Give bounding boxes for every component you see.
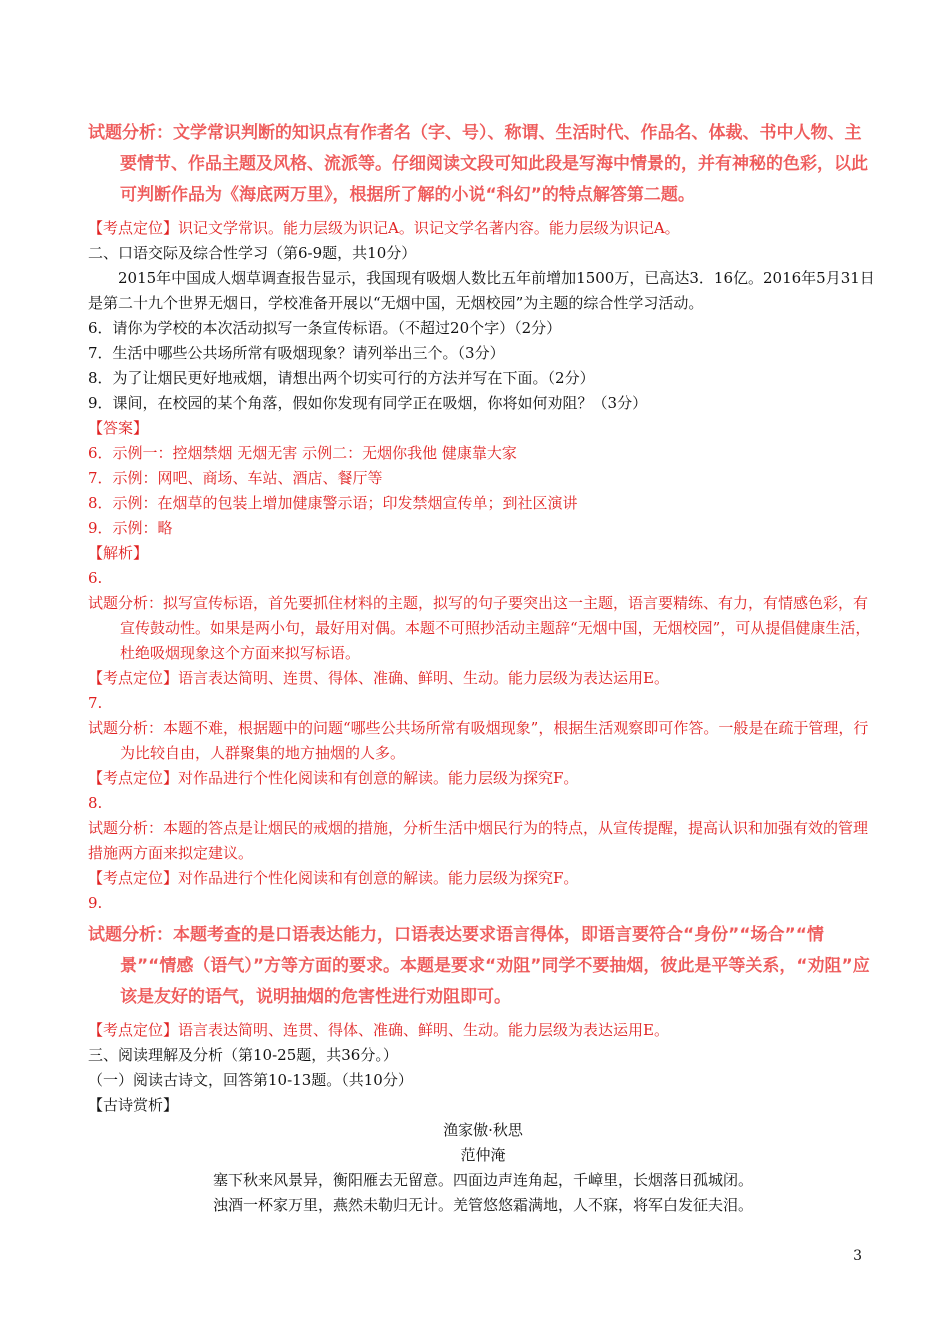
poem-author: 范仲淹 <box>460 1146 506 1164</box>
q9-analysis: 试题分析：本题考查的是口语表达能力，口语表达要求语言得体，即语言要符合“身份”“场合”“情景”“情感（语气）”方等方面的要求。本题是要求“劝阻”同学不要抽烟，彼此是平等关系，“劝阻”应该是友好的语气，说明抽烟的危害性进行劝阻即可。 <box>88 925 870 1007</box>
q5-analysis: 试题分析：文学常识判断的知识点有作者名（字、号）、称谓、生活时代、作品名、体裁、书中人物、主要情节、作品主题及风格、流派等。仔细阅读文段可知此段是写海中情景的，并有神秘的色彩，以此可判断作品为《海底两万里》，根据所了解的小说“科幻”的特点解答第二题。 <box>88 123 868 205</box>
q7-number: 7. <box>88 694 103 712</box>
q9-number: 9. <box>88 894 103 912</box>
question-9: 9．课间，在校园的某个角落，假如你发现有同学正在吸烟，你将如何劝阻？（3分） <box>88 394 648 412</box>
answer-9: 9．示例：略 <box>88 519 173 537</box>
q5-kaodian: 【考点定位】识记文学常识。能力层级为识记A。识记文学名著内容。能力层级为识记A。 <box>88 219 680 237</box>
poem-line-1: 塞下秋来风景异，衡阳雁去无留意。四面边声连角起，千嶂里，长烟落日孤城闭。 <box>212 1171 753 1189</box>
q6-kaodian: 【考点定位】语言表达简明、连贯、得体、准确、鲜明、生动。能力层级为表达运用E。 <box>88 669 669 687</box>
section3-title: 三、阅读理解及分析（第10-25题，共36分。） <box>88 1046 398 1064</box>
jiexi-label: 【解析】 <box>88 544 149 562</box>
section2-title: 二、口语交际及综合性学习（第6-9题，共10分） <box>88 244 417 262</box>
q9-analysis-block <box>88 920 878 1013</box>
answer-8: 8．示例：在烟草的包装上增加健康警示语；印发禁烟宣传单；到社区演讲 <box>88 494 578 512</box>
q7-analysis: 试题分析：本题不难，根据题中的问题“哪些公共场所常有吸烟现象”，根据生活观察即可作答。一般是在疏于管理，行为比较自由，人群聚集的地方抽烟的人多。 <box>88 719 869 762</box>
sub1-title: （一）阅读古诗文，回答第10-13题。（共10分） <box>88 1071 413 1089</box>
page-number: 3 <box>853 1248 862 1264</box>
answer-label: 【答案】 <box>88 419 149 437</box>
q6-analysis: 试题分析：拟写宣传标语，首先要抓住材料的主题，拟写的句子要突出这一主题，语言要精练、有力，有情感色彩，有宣传鼓动性。如果是两小句，最好用对偶。本题不可照抄活动主题辞“无烟中国，无烟校园”，可从提倡健康生活，杜绝吸烟现象这个方面来拟写标语。 <box>88 594 871 662</box>
q7-kaodian: 【考点定位】对作品进行个性化阅读和有创意的解读。能力层级为探究F。 <box>88 769 579 787</box>
lower-block <box>88 1018 878 1218</box>
poem-line-2: 浊酒一杯家万里，燕然未勒归无计。羌管悠悠霜满地，人不寐，将军白发征夫泪。 <box>212 1196 753 1214</box>
q8-number: 8. <box>88 794 103 812</box>
poem-title: 渔家傲·秋思 <box>443 1121 523 1139</box>
q6-number: 6. <box>88 569 103 587</box>
answer-6: 6．示例一：控烟禁烟 无烟无害 示例二：无烟你我他 健康靠大家 <box>88 444 517 462</box>
q5-analysis-block <box>88 118 878 211</box>
question-8: 8．为了让烟民更好地戒烟，请想出两个切实可行的方法并写在下面。（2分） <box>88 369 595 387</box>
question-6: 6．请你为学校的本次活动拟写一条宣传标语。（不超过20个字）（2分） <box>88 319 562 337</box>
answer-7: 7．示例：网吧、商场、车站、酒店、餐厅等 <box>88 469 383 487</box>
material-paragraph: 2015年中国成人烟草调查报告显示，我国现有吸烟人数比五年前增加1500万，已高达3．16亿。2016年5月31日是第二十九个世界无烟日，学校准备开展以“无烟中国，无烟校园”为主题的综合性学习活动。 <box>88 269 875 312</box>
q8-kaodian: 【考点定位】对作品进行个性化阅读和有创意的解读。能力层级为探究F。 <box>88 869 579 887</box>
q8-analysis: 试题分析：本题的答点是让烟民的戒烟的措施，分析生活中烟民行为的特点，从宣传提醒，提高认识和加强有效的管理措施两方面来拟定建议。 <box>88 819 869 862</box>
question-7: 7．生活中哪些公共场所常有吸烟现象？请列举出三个。（3分） <box>88 344 505 362</box>
q9-kaodian: 【考点定位】语言表达简明、连贯、得体、准确、鲜明、生动。能力层级为表达运用E。 <box>88 1021 669 1039</box>
main-block <box>88 216 878 916</box>
poem-label: 【古诗赏析】 <box>88 1096 179 1114</box>
